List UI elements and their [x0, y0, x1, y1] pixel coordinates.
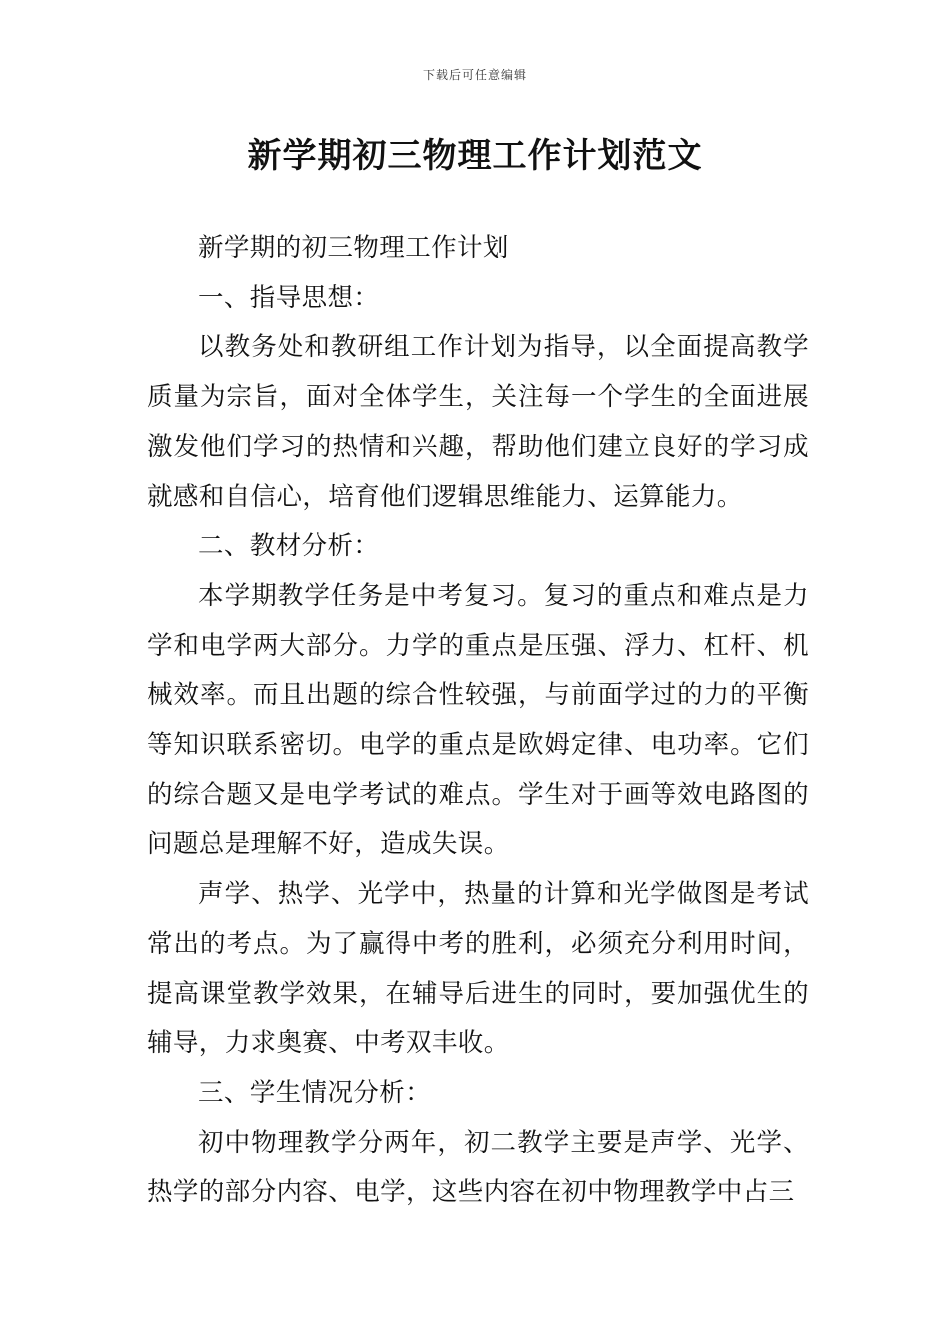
paragraph-guiding-ideas: 以教务处和教研组工作计划为指导，以全面提高教学质量为宗旨，面对全体学生，关注每一个学生的全面进展激发他们学习的热情和兴趣，帮助他们建立良好的学习成就感和自信心，培育他们逻辑思维能力、运算能力。 — [147, 332, 809, 512]
paragraph-acoustics-optics: 声学、热学、光学中，热量的计算和光学做图是考试常出的考点。为了赢得中考的胜利，必须充分利用时间，提高课堂教学效果，在辅导后进生的同时，要加强优生的辅导，力求奥赛、中考双丰收。 — [147, 879, 809, 1059]
heading-guiding-ideas: 一、指导思想： — [198, 282, 380, 313]
paragraph-textbook-analysis: 本学期教学任务是中考复习。复习的重点和难点是力学和电学两大部分。力学的重点是压强、浮力、杠杆、机械效率。而且出题的综合性较强，与前面学过的力的平衡等知识联系密切。电学的重点是欧姆定律、电功率。它们的综合题又是电学考试的难点。学生对于画等效电路图的问题总是理解不好，造成失误。 — [147, 580, 809, 860]
header-note: 下载后可任意编辑 — [422, 68, 527, 82]
paragraph-student-analysis: 初中物理教学分两年，初二教学主要是声学、光学、热学的部分内容、电学，这些内容在初中物理教学中占三 — [147, 1127, 809, 1208]
heading-student-analysis: 三、学生情况分析： — [198, 1077, 432, 1108]
document-body — [147, 224, 809, 1218]
paragraph-subtitle: 新学期的初三物理工作计划 — [198, 233, 509, 263]
document-title: 新学期初三物理工作计划范文 — [247, 136, 703, 176]
heading-textbook-analysis: 二、教材分析： — [198, 531, 380, 562]
